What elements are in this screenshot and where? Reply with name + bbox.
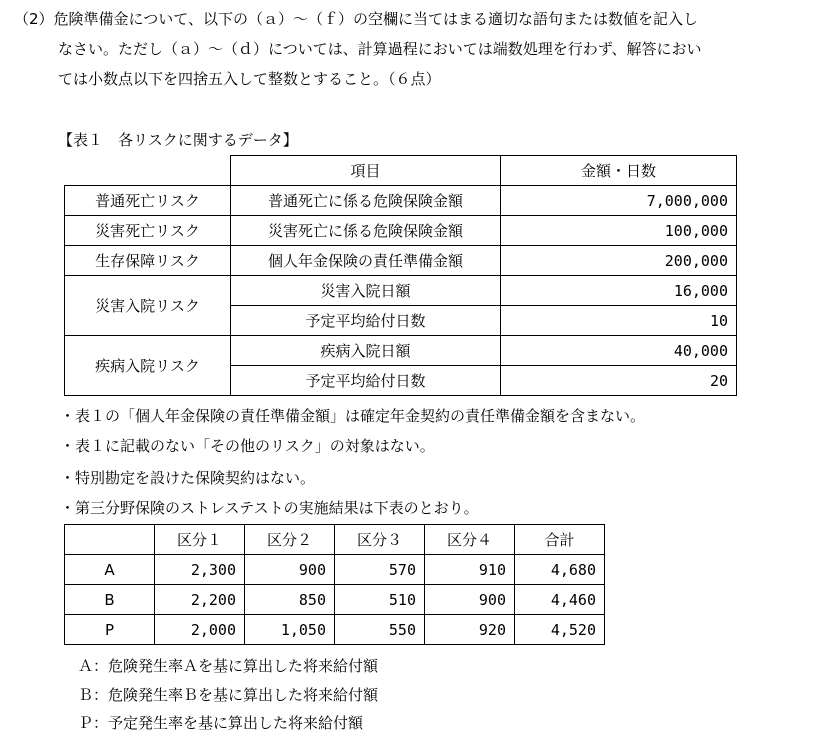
cell-value: 2,300 bbox=[155, 555, 245, 585]
table-header-item: 項目 bbox=[231, 156, 501, 186]
table-row bbox=[65, 216, 737, 246]
item-name: 普通死亡に係る危険保険金額 bbox=[231, 186, 501, 216]
item-name: 予定平均給付日数 bbox=[231, 306, 501, 336]
cell-value: 920 bbox=[425, 615, 515, 645]
cell-value: 2,000 bbox=[155, 615, 245, 645]
note-3: ・特別勘定を設けた保険契約はない。 bbox=[60, 469, 316, 487]
item-name: 災害死亡に係る危険保険金額 bbox=[231, 216, 501, 246]
cell-value: 570 bbox=[335, 555, 425, 585]
legend-a: Ａ：危険発生率Ａを基に算出した将来給付額 bbox=[78, 657, 379, 675]
risk-name: 生存保障リスク bbox=[65, 246, 231, 276]
cell-value: 910 bbox=[425, 555, 515, 585]
table-header-col: 区分３ bbox=[335, 525, 425, 555]
table-header-blank bbox=[65, 156, 231, 186]
risk-name: 災害死亡リスク bbox=[65, 216, 231, 246]
cell-value: 2,200 bbox=[155, 585, 245, 615]
table1-title: 【表１ 各リスクに関するデータ】 bbox=[58, 131, 298, 149]
row-label: A bbox=[65, 555, 155, 585]
cell-value: 1,050 bbox=[245, 615, 335, 645]
table-row bbox=[65, 615, 605, 645]
item-name: 災害入院日額 bbox=[231, 276, 501, 306]
table-header-row bbox=[65, 156, 737, 186]
table-row bbox=[65, 186, 737, 216]
cell-value: 900 bbox=[425, 585, 515, 615]
note-2: ・表１に記載のない「その他のリスク」の対象はない。 bbox=[60, 437, 435, 455]
legend-b: Ｂ：危険発生率Ｂを基に算出した将来給付額 bbox=[78, 686, 379, 704]
cell-value: 4,680 bbox=[515, 555, 605, 585]
row-label: B bbox=[65, 585, 155, 615]
cell-value: 4,460 bbox=[515, 585, 605, 615]
table-header-col: 区分４ bbox=[425, 525, 515, 555]
table-header-col: 合計 bbox=[515, 525, 605, 555]
table-row bbox=[65, 555, 605, 585]
item-name: 個人年金保険の責任準備金額 bbox=[231, 246, 501, 276]
risk-data-table bbox=[64, 155, 737, 396]
table-header-value: 金額・日数 bbox=[501, 156, 737, 186]
table-row bbox=[65, 276, 737, 306]
table-header-col: 区分１ bbox=[155, 525, 245, 555]
item-value: 200,000 bbox=[501, 246, 737, 276]
risk-name: 災害入院リスク bbox=[65, 276, 231, 336]
table-row bbox=[65, 336, 737, 366]
row-label: P bbox=[65, 615, 155, 645]
item-value: 10 bbox=[501, 306, 737, 336]
risk-name: 普通死亡リスク bbox=[65, 186, 231, 216]
cell-value: 850 bbox=[245, 585, 335, 615]
table-header-row bbox=[65, 525, 605, 555]
cell-value: 900 bbox=[245, 555, 335, 585]
table-header-blank bbox=[65, 525, 155, 555]
item-value: 7,000,000 bbox=[501, 186, 737, 216]
question-line-2: なさい。ただし（ａ）～（ｄ）については、計算過程においては端数処理を行わず、解答におい bbox=[58, 40, 702, 58]
item-name: 予定平均給付日数 bbox=[231, 366, 501, 396]
table-header-col: 区分２ bbox=[245, 525, 335, 555]
cell-value: 4,520 bbox=[515, 615, 605, 645]
item-name: 疾病入院日額 bbox=[231, 336, 501, 366]
table-row bbox=[65, 585, 605, 615]
item-value: 20 bbox=[501, 366, 737, 396]
note-1: ・表１の「個人年金保険の責任準備金額」は確定年金契約の責任準備金額を含まない。 bbox=[60, 407, 646, 425]
table-row bbox=[65, 246, 737, 276]
stress-test-table bbox=[64, 524, 605, 645]
question-line-3: ては小数点以下を四捨五入して整数とすること。（６点） bbox=[58, 70, 441, 88]
legend-p: Ｐ：予定発生率を基に算出した将来給付額 bbox=[78, 714, 364, 732]
item-value: 40,000 bbox=[501, 336, 737, 366]
cell-value: 510 bbox=[335, 585, 425, 615]
note-4: ・第三分野保険のストレステストの実施結果は下表のとおり。 bbox=[60, 499, 479, 517]
question-line-1: （2）危険準備金について、以下の（ａ）～（ｆ）の空欄に当てはまる適切な語句または数値を記入し bbox=[14, 10, 698, 28]
item-value: 100,000 bbox=[501, 216, 737, 246]
item-value: 16,000 bbox=[501, 276, 737, 306]
cell-value: 550 bbox=[335, 615, 425, 645]
risk-name: 疾病入院リスク bbox=[65, 336, 231, 396]
